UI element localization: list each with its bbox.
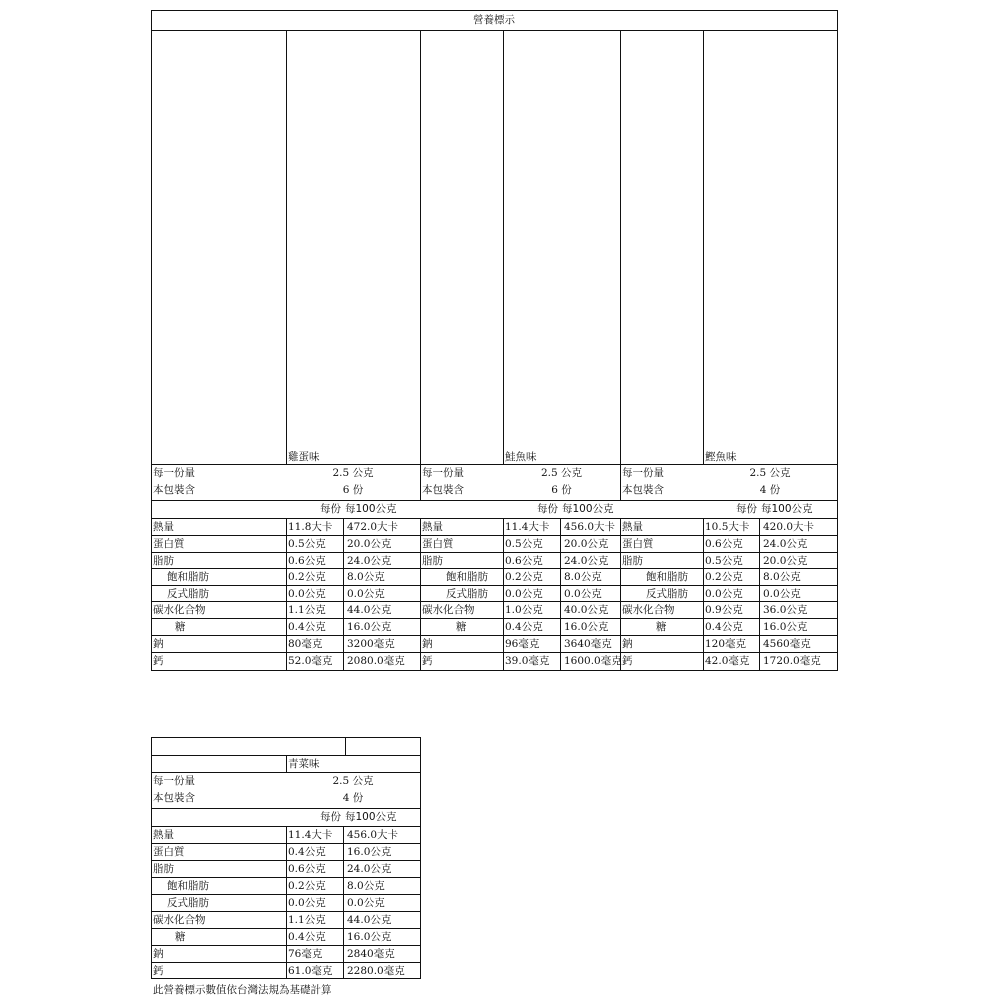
flavor-label: 雞蛋味 [288,451,320,463]
per-100g-value: 20.0公克 [347,538,392,550]
nutrient-label: 鈉 [422,638,433,650]
per-serving-value: 0.9公克 [705,604,743,616]
per-100g-value: 0.0公克 [347,897,385,909]
per-100g-value: 0.0公克 [564,588,602,600]
per-serving-value: 0.6公克 [705,538,743,550]
per-serving-value: 11.4大卡 [288,829,333,841]
nutrient-label: 鈣 [622,655,633,667]
nutrient-label: 鈉 [153,638,164,650]
per-100g-value: 20.0公克 [763,555,808,567]
serving-size-value: 2.5 公克 [540,467,583,479]
per-100g-value: 8.0公克 [347,880,385,892]
table-rule [420,518,421,671]
per-serving-value: 10.5大卡 [705,521,750,533]
table-rule [420,30,421,465]
per-serving-value: 42.0毫克 [705,655,750,667]
per-serving-value: 0.4公克 [505,621,543,633]
per-100g-value: 8.0公克 [347,571,385,583]
nutrient-label: 糖 [456,621,467,633]
nutrient-label: 飽和脂肪 [167,880,209,892]
per-serving-value: 0.6公克 [288,555,326,567]
per-100g-value: 40.0公克 [564,604,609,616]
serving-size-value: 2.5 公克 [749,467,791,479]
table-rule [286,755,287,773]
nutrient-label: 鈣 [153,655,164,667]
per-100g-value: 24.0公克 [564,555,609,567]
servings-value: 6 份 [551,484,572,496]
per-serving-value: 1.1公克 [288,914,326,926]
nutrient-label: 脂肪 [153,555,174,567]
table-rule [620,518,621,671]
servings-value: 6 份 [342,484,364,496]
servings-value: 4 份 [759,484,781,496]
nutrient-label: 糖 [656,621,667,633]
per-100g-value: 3200毫克 [347,638,395,650]
nutrient-label: 碳水化合物 [153,604,206,616]
per-serving-value: 0.2公克 [705,571,743,583]
servings-per-pack-label: 本包裝含 [153,792,195,804]
nutrient-label: 反式脂肪 [646,588,688,600]
table-rule [151,30,838,31]
per-serving-value: 1.1公克 [288,604,326,616]
nutrient-label: 蛋白質 [153,846,185,858]
per-serving-header: 每份 [320,811,341,823]
per-serving-value: 80毫克 [288,638,323,650]
nutrient-label: 糖 [175,621,186,633]
nutrient-label: 脂肪 [422,555,443,567]
table-rule [151,10,152,671]
nutrient-label: 糖 [175,931,186,943]
per-100g-value: 2840毫克 [347,948,395,960]
table-rule [286,518,287,671]
table-rule [560,518,561,671]
nutrient-label: 反式脂肪 [446,588,488,600]
flavor-label: 鮭魚味 [505,451,537,463]
servings-per-pack-label: 本包裝含 [153,484,195,496]
per-100g-value: 456.0大卡 [347,829,399,841]
per-serving-value: 0.4公克 [288,621,326,633]
table-rule [151,518,838,519]
serving-size-label: 每一份量 [422,467,464,479]
table-rule [620,30,621,465]
per-100g-header: 每100公克 [562,503,614,515]
table-rule [151,737,421,738]
per-100g-value: 16.0公克 [763,621,808,633]
per-100g-value: 16.0公克 [347,931,392,943]
table-rule [759,518,760,671]
per-serving-value: 11.8大卡 [288,521,333,533]
per-100g-value: 456.0大卡 [564,521,616,533]
nutrient-label: 飽和脂肪 [646,571,688,583]
per-100g-value: 8.0公克 [763,571,801,583]
per-serving-value: 0.4公克 [288,846,326,858]
nutrient-label: 熱量 [622,521,643,533]
page-title: 營養標示 [473,14,515,26]
per-serving-value: 1.0公克 [505,604,543,616]
per-100g-value: 16.0公克 [347,621,392,633]
nutrient-label: 鈉 [153,948,164,960]
table-rule [151,535,838,536]
nutrient-label: 反式脂肪 [167,588,209,600]
table-rule [151,737,152,979]
per-100g-value: 16.0公克 [347,846,392,858]
per-serving-value: 0.4公克 [288,931,326,943]
per-serving-value: 0.2公克 [505,571,543,583]
table-rule [151,568,838,569]
table-rule [151,618,838,619]
per-serving-value: 0.6公克 [288,863,326,875]
nutrient-label: 脂肪 [153,863,174,875]
per-serving-value: 0.0公克 [288,588,326,600]
table-rule [151,635,838,636]
per-serving-value: 0.5公克 [288,538,326,550]
table-rule [151,464,838,465]
nutrient-label: 碳水化合物 [422,604,475,616]
nutrient-label: 熱量 [422,521,443,533]
per-serving-header: 每份 [736,503,757,515]
per-serving-value: 11.4大卡 [505,521,550,533]
per-100g-value: 24.0公克 [763,538,808,550]
nutrient-label: 蛋白質 [422,538,454,550]
nutrient-label: 熱量 [153,829,174,841]
per-100g-value: 420.0大卡 [763,521,815,533]
nutrient-label: 鈣 [153,965,164,977]
table-rule [151,10,838,11]
table-rule [837,10,838,671]
serving-size-value: 2.5 公克 [332,467,374,479]
serving-size-label: 每一份量 [153,775,195,787]
per-100g-value: 2280.0毫克 [347,965,405,977]
nutrient-label: 脂肪 [622,555,643,567]
table-rule [151,670,838,671]
table-rule [503,518,504,671]
table-rule [151,585,838,586]
nutrient-label: 反式脂肪 [167,897,209,909]
per-100g-header: 每100公克 [761,503,813,515]
per-100g-value: 44.0公克 [347,914,392,926]
table-rule [703,518,704,671]
per-serving-header: 每份 [320,503,341,515]
servings-per-pack-label: 本包裝含 [622,484,664,496]
serving-size-value: 2.5 公克 [332,775,374,787]
per-100g-value: 472.0大卡 [347,521,399,533]
servings-value: 4 份 [342,792,364,804]
per-100g-value: 0.0公克 [763,588,801,600]
per-serving-header: 每份 [537,503,558,515]
per-100g-value: 16.0公克 [564,621,609,633]
per-100g-value: 1600.0毫克 [564,655,622,667]
nutrient-label: 碳水化合物 [153,914,206,926]
nutrient-label: 蛋白質 [153,538,185,550]
table-rule [151,652,838,653]
per-serving-value: 61.0毫克 [288,965,333,977]
per-100g-value: 24.0公克 [347,863,392,875]
table-rule [151,500,838,501]
per-serving-value: 0.2公克 [288,880,326,892]
table-rule [703,30,704,465]
table-rule [286,30,287,465]
per-100g-value: 1720.0毫克 [763,655,821,667]
per-100g-value: 8.0公克 [564,571,602,583]
per-serving-value: 0.2公克 [288,571,326,583]
nutrient-label: 熱量 [153,521,174,533]
per-100g-value: 36.0公克 [763,604,808,616]
table-rule [286,826,287,979]
per-100g-value: 24.0公克 [347,555,392,567]
serving-size-label: 每一份量 [153,467,195,479]
table-rule [151,808,421,809]
table-rule [151,601,838,602]
per-serving-value: 76毫克 [288,948,323,960]
per-serving-value: 96毫克 [505,638,540,650]
per-serving-value: 0.4公克 [705,621,743,633]
per-100g-value: 2080.0毫克 [347,655,405,667]
table-rule [343,518,344,671]
per-serving-value: 0.0公克 [505,588,543,600]
per-100g-value: 3640毫克 [564,638,612,650]
per-100g-value: 20.0公克 [564,538,609,550]
per-serving-value: 0.5公克 [505,538,543,550]
flavor-label: 青菜味 [288,758,320,770]
per-serving-value: 0.0公克 [288,897,326,909]
nutrient-label: 蛋白質 [622,538,654,550]
table-rule [420,464,421,501]
table-rule [620,464,621,501]
nutrient-label: 飽和脂肪 [167,571,209,583]
footer-note: 此營養標示數值依台灣法規為基礎計算 [153,984,332,996]
table-rule [345,737,346,756]
per-serving-value: 52.0毫克 [288,655,333,667]
flavor-label: 鰹魚味 [705,451,737,463]
per-serving-value: 0.6公克 [505,555,543,567]
per-serving-value: 39.0毫克 [505,655,550,667]
per-100g-header: 每100公克 [345,811,397,823]
nutrient-label: 飽和脂肪 [446,571,488,583]
table-rule [420,737,421,979]
nutrient-label: 鈣 [422,655,433,667]
per-100g-value: 44.0公克 [347,604,392,616]
servings-per-pack-label: 本包裝含 [422,484,464,496]
per-serving-value: 120毫克 [705,638,747,650]
serving-size-label: 每一份量 [622,467,664,479]
table-rule [151,552,838,553]
per-100g-value: 4560毫克 [763,638,811,650]
per-serving-value: 0.5公克 [705,555,743,567]
per-100g-header: 每100公克 [345,503,397,515]
table-rule [503,30,504,465]
table-rule [343,826,344,979]
nutrient-label: 碳水化合物 [622,604,675,616]
nutrient-label: 鈉 [622,638,633,650]
per-serving-value: 0.0公克 [705,588,743,600]
per-100g-value: 0.0公克 [347,588,385,600]
